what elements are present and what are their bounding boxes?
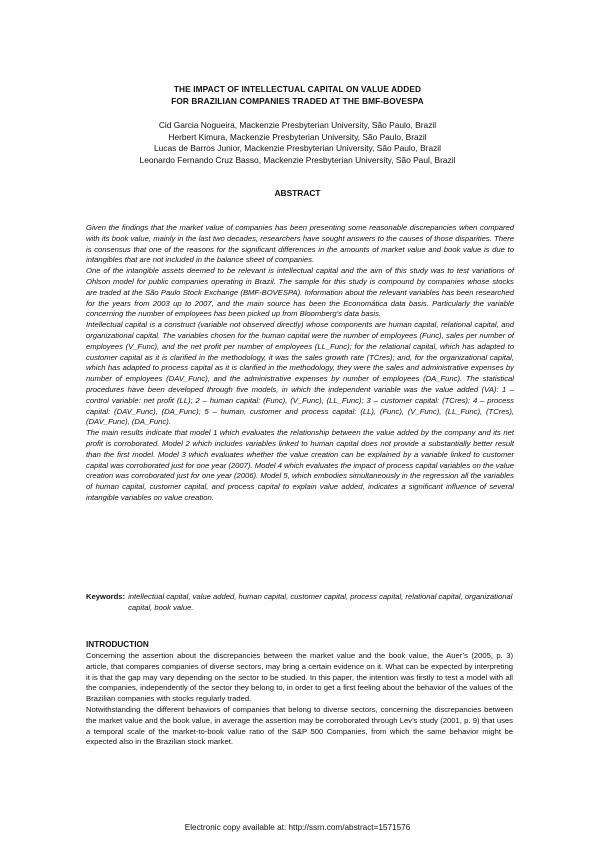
abstract-heading: ABSTRACT bbox=[274, 188, 321, 198]
abstract-paragraph: One of the intangible assets deemed to be relevant is intellectual capital and the aim of this study was to test variations of Ohlson model for public companies operating in Brazil. The sample for this study is compound by companies whose stocks are traded at the São Paulo Stock Exchange (BMF-BOVESPA). Information about the relevant variables has been researched for the years from 2003 up to 2007, and the main source has been the Economática data basis. Particularly the variable concerning the number of employees has been picked up from Bloomberg’s data basis. bbox=[86, 266, 514, 319]
ssrn-footer: Electronic copy available at: http://ssrn.com/abstract=1571576 bbox=[184, 823, 411, 832]
abstract-paragraph: Given the findings that the market value of companies has been presenting some reasonable discrepancies when compared with its book value, mainly in the last two decades, researchers have sought answers to the causes of those disparities. There is consensus that one of the reasons for the significant differences in the amounts of market value and book value is due to intangibles that are not included in the balance sheet of companies. bbox=[86, 223, 514, 265]
author-line: Herbert Kimura, Mackenzie Presbyterian University, São Paulo, Brazil bbox=[168, 131, 427, 142]
author-line: Leonardo Fernando Cruz Basso, Mackenzie Presbyterian University, São Paul, Brazil bbox=[139, 154, 456, 165]
keywords-block bbox=[86, 592, 526, 614]
introduction-paragraph: Notwithstanding the different behaviors of companies that belong to diverse sectors, concerning the discrepancies between the market value and the book value, in average the assertion may be corroborated through Lev’s study (2001, p. 9) that uses a temporal scale of the market-to-book value ratio of the S&P 500 Companies, from which the same behavior might be expected also in the Brazilian stock market. bbox=[86, 704, 513, 747]
keywords-text: intellectual capital, value added, human capital, customer capital, process capital, relational capital, organizational capital, book value. bbox=[128, 592, 513, 612]
title-line-2: FOR BRAZILIAN COMPANIES TRADED AT THE BMF-BOVESPA bbox=[171, 95, 424, 106]
author-line: Cid Garcia Nogueira, Mackenzie Presbyterian University, São Paulo, Brazil bbox=[158, 120, 437, 130]
author-list bbox=[0, 120, 595, 166]
introduction-heading: INTRODUCTION bbox=[86, 640, 149, 649]
abstract-body bbox=[86, 223, 514, 504]
paper-title bbox=[0, 84, 595, 107]
author-line: Lucas de Barros Junior, Mackenzie Presbyterian University, São Paulo, Brazil bbox=[153, 143, 442, 153]
introduction-body bbox=[86, 651, 513, 748]
abstract-paragraph: Intellectual capital is a construct (variable not observed directly) whose components are human capital, relational capital, and organizational capital. The variables chosen for the human capital were the number of employees (Func), sales per number of employees (V_Func), and the net profit per number of employees (LL_Func); for the relational capital, which has adapted to customer capital as it is clarified in the methodology, it was the sales growth rate (TCres); and, for the organizational capital, which has adapted to process capital as it is clarified in the methodology, they were the sales and administrative expenses by number of employees (DAV_Func), and the administrative expenses by number of employees (DA_Func). The statistical procedures have been developed through five models, in which the independent variable was the value added (VA): 1 – control variable: net profit (LL); 2 – human capital: (Func), (V_Func), (LL_Func); 3 – customer capital: (TCres); 4 – process capital: (DAV_Func), (DA_Func); 5 – human, customer and process capital: (LL), (Func), (V_Func), (LL_Func), (TCres), (DAV_Func), (DA_Func). bbox=[86, 320, 514, 427]
title-line-1: THE IMPACT OF INTELLECTUAL CAPITAL ON VALUE ADDED bbox=[173, 84, 422, 94]
abstract-paragraph: The main results indicate that model 1 which evaluates the relationship between the value added by the company and its net profit is corroborated. Model 2 which includes variables linked to human capital does not provide a substantially better result than the first model. Model 3 which evaluates whether the value creation can be explained by a variable linked to customer capital was corroborated just for one year (2007). Model 4 which evaluates the impact of process capital variables on the value creation was corroborated just for one year (2006). Model 5, which embodies simultaneously in the regression all the variables of human capital, customer capital, and process capital to explain value added, indicates a significant influence of several intangible variables on value creation. bbox=[86, 428, 514, 502]
keywords-label: Keywords: bbox=[86, 592, 126, 601]
introduction-paragraph: Concerning the assertion about the discrepancies between the market value and the book value, the Auer’s (2005, p. 3) article, that compares companies of diverse sectors, may bring a certain evidence on it. What can be expected by interpreting it is that the gap may vary depending on the sector to be studied. In this paper, the intention was firstly to test a model with all the companies, independently of the sector they belong to, in order to get a first feeling about the behavior of the values of the Brazilian companies with stocks regularly traded. bbox=[86, 651, 513, 704]
